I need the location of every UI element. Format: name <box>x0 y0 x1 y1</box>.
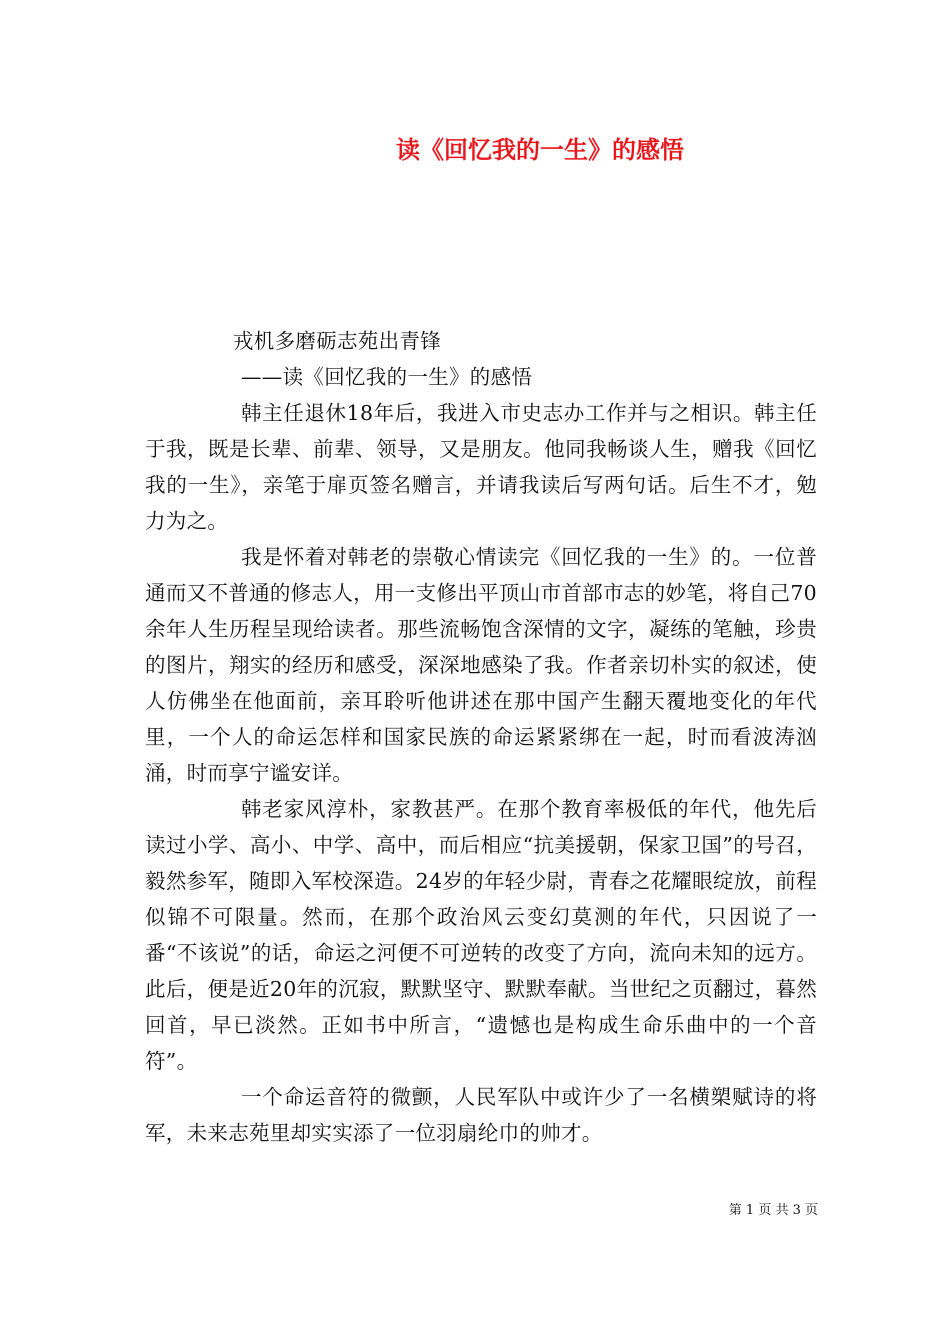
subtitle-main: 戎机多磨砺志苑出青锋 <box>233 329 441 353</box>
subtitle-sub: ——读《回忆我的一生》的感悟 <box>241 365 533 389</box>
paragraph-1: 韩主任退休18年后，我进入市史志办工作并与之相识。韩主任于我，既是长辈、前辈、领导，又是朋友。他同我畅谈人生，赠我《回忆我的一生》，亲笔于扉页签名赠言，并请我读后写两句话。后生不才，勉力为之。 <box>145 401 817 533</box>
document-body <box>145 323 817 1151</box>
paragraph-3: 韩老家风淳朴，家教甚严。在那个教育率极低的年代，他先后读过小学、高小、中学、高中，而后相应“抗美援朝，保家卫国”的号召，毅然参军，随即入军校深造。24岁的年轻少尉，青春之花耀眼绽放，前程似锦不可限量。然而，在那个政治风云变幻莫测的年代，只因说了一番“不该说”的话，命运之河便不可逆转的改变了方向，流向未知的远方。此后，便是近20年的沉寂，默默坚守、默默奉献。当世纪之页翻过，暮然回首，早已淡然。正如书中所言，“遗憾也是构成生命乐曲中的一个音符”。 <box>145 797 817 1073</box>
document-title: 读《回忆我的一生》的感悟 <box>396 135 684 164</box>
paragraph-2: 我是怀着对韩老的崇敬心情读完《回忆我的一生》的。一位普通而又不普通的修志人，用一支修出平顶山市首部市志的妙笔，将自己70余年人生历程呈现给读者。那些流畅饱含深情的文字，凝练的笔触，珍贵的图片，翔实的经历和感受，深深地感染了我。作者亲切朴实的叙述，使人仿佛坐在他面前，亲耳聆听他讲述在那中国产生翻天覆地变化的年代里，一个人的命运怎样和国家民族的命运紧紧绑在一起，时而看波涛汹涌，时而享宁谧安详。 <box>145 545 817 785</box>
paragraph-4: 一个命运音符的微颤，人民军队中或许少了一名横槊赋诗的将军，未来志苑里却实实添了一位羽扇纶巾的帅才。 <box>145 1085 817 1145</box>
page-number-footer: 第 1 页 共 3 页 <box>728 1203 818 1218</box>
